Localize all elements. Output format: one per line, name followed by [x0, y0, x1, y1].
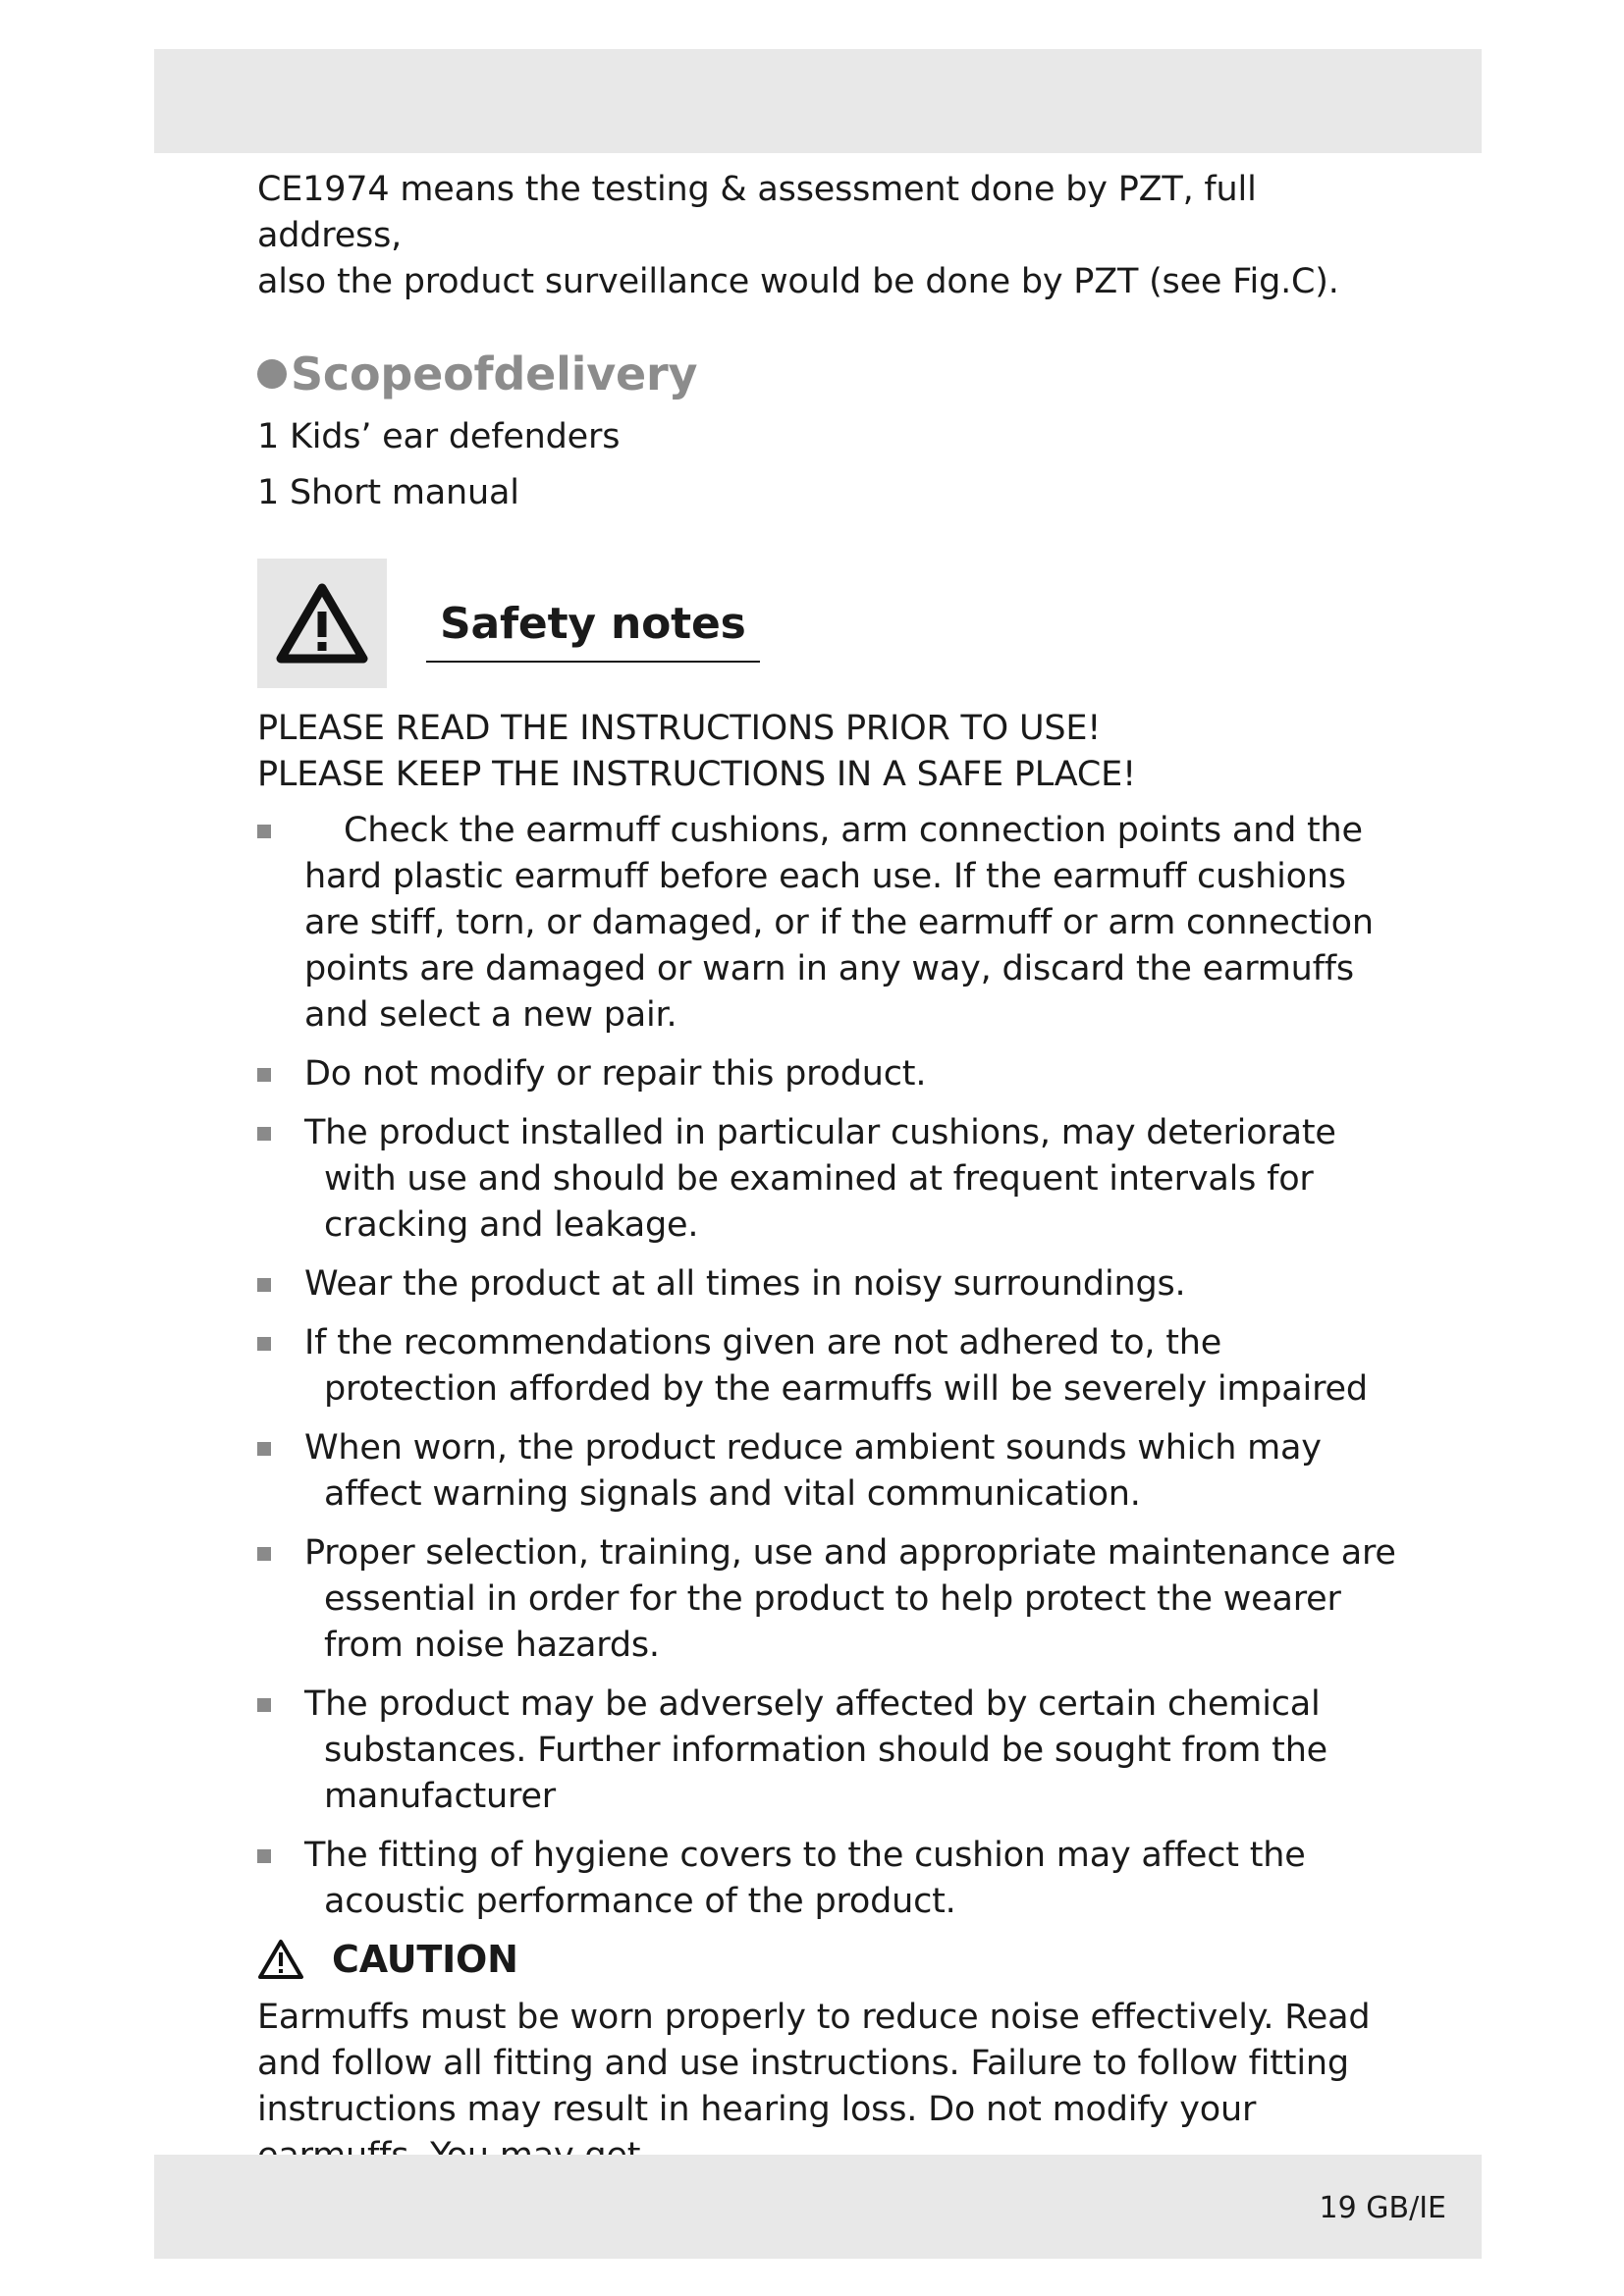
intro-line-2: also the product surveillance would be done by PZT (see Fig.C).	[257, 262, 1339, 301]
heading-bullet-icon	[257, 359, 287, 389]
list-item	[257, 1530, 1396, 1669]
instruction-notice	[257, 706, 1396, 798]
scope-item: 1 Kids’ ear defenders	[257, 417, 621, 456]
scope-item: 1 Short manual	[257, 473, 519, 512]
list-item-text: Wear the product at all times in noisy surroundings.	[304, 1264, 1186, 1304]
square-bullet-icon	[257, 1442, 271, 1456]
square-bullet-icon	[257, 1068, 271, 1082]
square-bullet-icon	[257, 825, 271, 838]
square-bullet-icon	[257, 1547, 271, 1561]
square-bullet-icon	[257, 1698, 271, 1712]
square-bullet-icon	[257, 1849, 271, 1863]
list-item-text: Proper selection, training, use and appropriate maintenance are essential in order for the product to help protect the wearer from noise hazards.	[304, 1533, 1396, 1665]
scope-heading	[257, 345, 1396, 403]
list-item-text: The product installed in particular cushions, may deteriorate with use and should be examined at frequent intervals for cracking and leakage.	[304, 1113, 1336, 1245]
caution-heading	[257, 1932, 1396, 1987]
keep-instructions-line: PLEASE KEEP THE INSTRUCTIONS IN A SAFE PLACE!	[257, 755, 1136, 794]
list-item	[257, 1682, 1396, 1820]
list-item	[257, 1051, 1396, 1097]
list-item	[257, 808, 1396, 1039]
safety-notes-heading: Safety notes	[426, 598, 760, 663]
caution-triangle-icon	[257, 1939, 304, 1980]
caution-paragraph: Earmuffs must be worn properly to reduce noise effectively. Read and follow all fitting and use instructions. Failure to follow fitting instructions may result in hearing loss. Do not modify your	[257, 1998, 1371, 2129]
square-bullet-icon	[257, 1278, 271, 1292]
list-item-text: The product may be adversely affected by certain chemical substances. Further information should be sought from the manufacturer	[304, 1684, 1328, 1816]
list-item	[257, 1261, 1396, 1308]
safety-header	[257, 559, 1396, 688]
list-item	[257, 1425, 1396, 1518]
warning-triangle-icon	[257, 559, 387, 688]
square-bullet-icon	[257, 1337, 271, 1351]
list-item	[257, 1833, 1396, 1925]
list-item-text: Do not modify or repair this product.	[304, 1054, 927, 1094]
page-footer-bar	[154, 2155, 1482, 2259]
scope-list	[257, 409, 1396, 521]
list-item	[257, 1320, 1396, 1413]
list-item-text: If the recommendations given are not adhered to, the protection afforded by the earmuffs will be severely impaired	[304, 1323, 1368, 1409]
list-item	[257, 1110, 1396, 1249]
list-item-text: When worn, the product reduce ambient sounds which may affect warning signals and vital communication.	[304, 1428, 1322, 1514]
read-instructions-line: PLEASE READ THE INSTRUCTIONS PRIOR TO USE!	[257, 709, 1102, 748]
list-item-text: Check the earmuff cushions, arm connection points and the hard plastic earmuff before each use. If the earmuff cushions are stiff, torn, or damaged, or if the earmuff or arm connection points are damaged or warn in any way, discard the earmuffs and select a new pair.	[304, 811, 1374, 1035]
intro-line-1: CE1974 means the testing & assessment done by PZT, full address,	[257, 170, 1257, 255]
safety-bullet-list	[257, 808, 1396, 1925]
page-header-bar	[154, 49, 1482, 153]
intro-paragraph	[257, 167, 1396, 305]
list-item-text: The fitting of hygiene covers to the cushion may affect the acoustic performance of the product.	[304, 1836, 1306, 1921]
page-content	[257, 167, 1396, 2179]
square-bullet-icon	[257, 1127, 271, 1141]
scope-heading-text: Scopeofdelivery	[291, 347, 698, 400]
page-number: 19 GB/IE	[1319, 2191, 1446, 2225]
caution-label: CAUTION	[332, 1938, 518, 1981]
